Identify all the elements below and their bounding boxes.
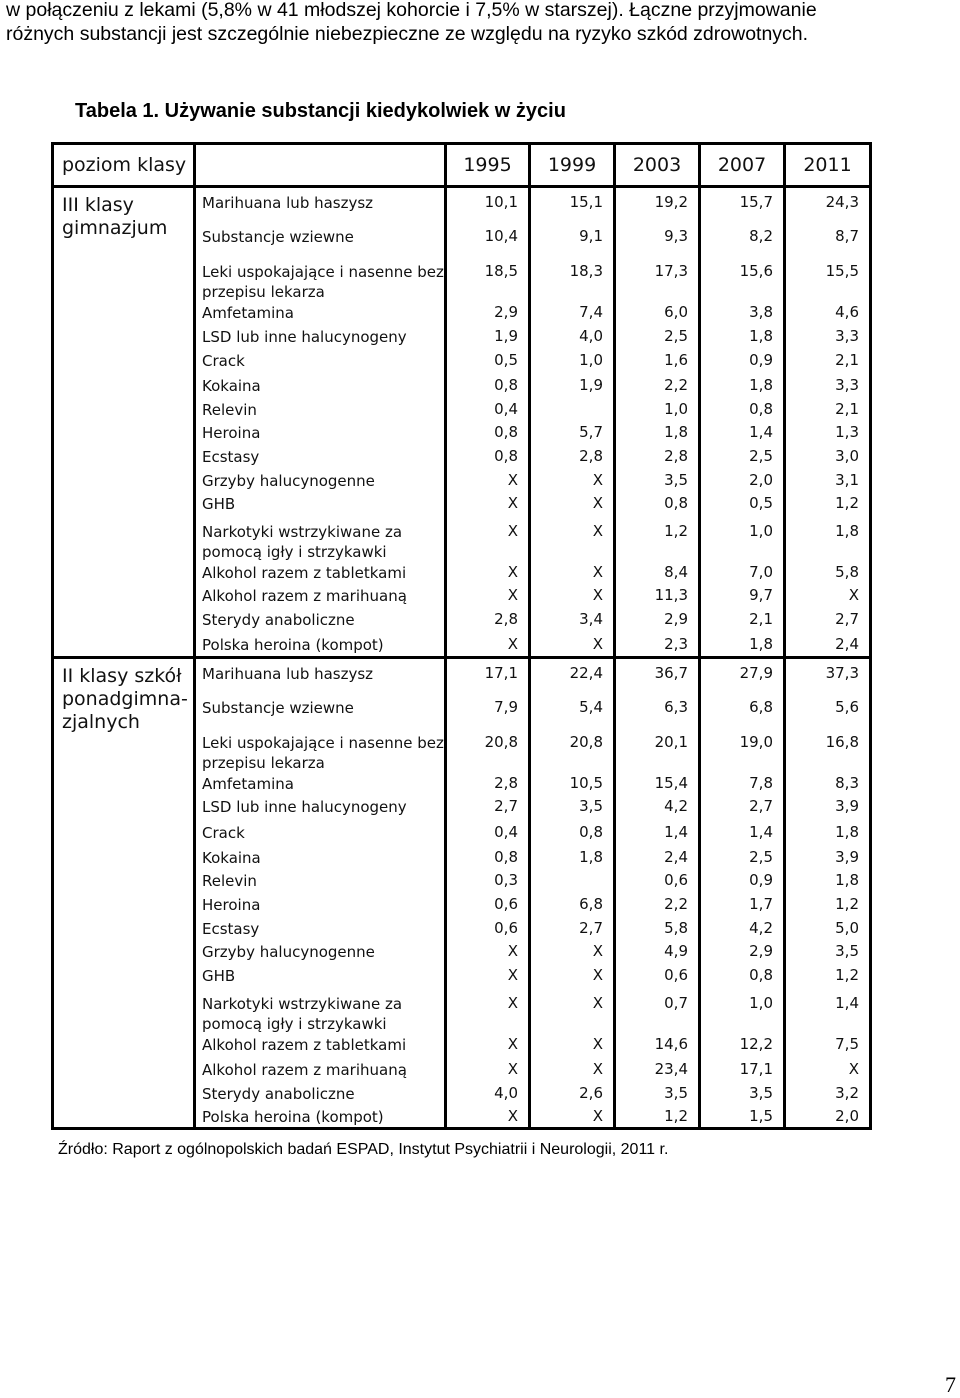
value-cell: 3,4 xyxy=(530,609,615,634)
substance-cell: GHB xyxy=(195,493,446,517)
substance-cell: Alkohol razem z marihuaną xyxy=(195,1059,446,1083)
source-note: Źródło: Raport z ogólnopolskich badań ESPAD, Instytut Psychiatrii i Neurologii, 2011 r. xyxy=(58,1141,669,1158)
value-cell: 24,3 xyxy=(785,187,871,222)
value-cell: X xyxy=(530,493,615,517)
substance-cell: Sterydy anaboliczne xyxy=(195,1083,446,1106)
value-cell: 15,6 xyxy=(700,257,785,302)
page-number: 7 xyxy=(945,1372,956,1397)
value-cell: 1,8 xyxy=(530,847,615,870)
value-cell: 0,8 xyxy=(446,847,530,870)
value-cell: 1,8 xyxy=(785,517,871,562)
value-cell: 0,8 xyxy=(700,965,785,989)
value-cell: 1,8 xyxy=(700,375,785,399)
value-cell: 3,5 xyxy=(615,470,700,493)
intro-line: w połączeniu z lekami (5,8% w 41 młodszej kohorcie i 7,5% w starszej). Łączne przyjmowanie xyxy=(6,0,817,21)
value-cell: X xyxy=(530,941,615,965)
value-cell: 9,1 xyxy=(530,222,615,257)
value-cell: 20,8 xyxy=(530,728,615,773)
substance-cell: Relevin xyxy=(195,399,446,422)
value-cell: 2,6 xyxy=(530,1083,615,1106)
value-cell: X xyxy=(446,941,530,965)
value-cell: 9,7 xyxy=(700,585,785,609)
value-cell: X xyxy=(446,470,530,493)
value-cell: 1,2 xyxy=(615,1106,700,1129)
value-cell: 1,4 xyxy=(700,822,785,847)
value-cell: 18,5 xyxy=(446,257,530,302)
value-cell: 0,6 xyxy=(615,870,700,894)
substance-cell: Substancje wziewne xyxy=(195,693,446,728)
substance-cell: Marihuana lub haszysz xyxy=(195,187,446,222)
value-cell: 0,4 xyxy=(446,399,530,422)
value-cell: 0,5 xyxy=(700,493,785,517)
table-row xyxy=(53,187,871,222)
value-cell: 23,4 xyxy=(615,1059,700,1083)
value-cell: X xyxy=(446,1106,530,1129)
value-cell: 2,5 xyxy=(700,847,785,870)
value-cell: 3,3 xyxy=(785,326,871,350)
value-cell: 11,3 xyxy=(615,585,700,609)
intro-paragraph xyxy=(6,0,960,46)
value-cell: 18,3 xyxy=(530,257,615,302)
value-cell: X xyxy=(785,585,871,609)
value-cell: 17,1 xyxy=(700,1059,785,1083)
value-cell: 1,8 xyxy=(700,634,785,658)
value-cell: 10,1 xyxy=(446,187,530,222)
value-cell: 15,5 xyxy=(785,257,871,302)
value-cell: 3,8 xyxy=(700,302,785,326)
value-cell: 5,8 xyxy=(615,918,700,941)
value-cell: X xyxy=(530,1034,615,1059)
value-cell: 1,3 xyxy=(785,422,871,446)
value-cell: 2,8 xyxy=(530,446,615,470)
value-cell: 1,4 xyxy=(615,822,700,847)
value-cell: 3,5 xyxy=(615,1083,700,1106)
value-cell: 3,3 xyxy=(785,375,871,399)
value-cell: 16,8 xyxy=(785,728,871,773)
substance-cell: Ecstasy xyxy=(195,446,446,470)
value-cell: 1,9 xyxy=(446,326,530,350)
value-cell: 1,8 xyxy=(785,822,871,847)
value-cell: 2,5 xyxy=(615,326,700,350)
value-cell: 0,8 xyxy=(446,375,530,399)
substance-cell: Amfetamina xyxy=(195,302,446,326)
level-column-header: poziom klasy xyxy=(53,144,195,187)
value-cell: 1,8 xyxy=(700,326,785,350)
value-cell: 0,8 xyxy=(615,493,700,517)
value-cell: X xyxy=(446,1034,530,1059)
value-cell: X xyxy=(446,989,530,1034)
value-cell: 2,4 xyxy=(785,634,871,658)
value-cell: 7,0 xyxy=(700,562,785,585)
value-cell: 4,0 xyxy=(530,326,615,350)
value-cell: X xyxy=(530,634,615,658)
table-row xyxy=(53,658,871,693)
value-cell: 5,8 xyxy=(785,562,871,585)
value-cell: 5,7 xyxy=(530,422,615,446)
value-cell: 2,9 xyxy=(700,941,785,965)
substance-cell: Grzyby halucynogenne xyxy=(195,941,446,965)
value-cell: X xyxy=(446,493,530,517)
value-cell: 1,0 xyxy=(700,989,785,1034)
value-cell: 2,8 xyxy=(446,609,530,634)
value-cell: 2,1 xyxy=(785,399,871,422)
value-cell: X xyxy=(785,1059,871,1083)
value-cell: 2,8 xyxy=(615,446,700,470)
value-cell: 17,1 xyxy=(446,658,530,693)
substance-cell: Sterydy anaboliczne xyxy=(195,609,446,634)
value-cell: 1,7 xyxy=(700,894,785,918)
value-cell: 10,4 xyxy=(446,222,530,257)
value-cell: 36,7 xyxy=(615,658,700,693)
value-cell: 3,1 xyxy=(785,470,871,493)
value-cell: X xyxy=(446,562,530,585)
substance-cell: Substancje wziewne xyxy=(195,222,446,257)
value-cell: 2,7 xyxy=(785,609,871,634)
value-cell: 0,7 xyxy=(615,989,700,1034)
value-cell: 1,8 xyxy=(615,422,700,446)
substance-cell: Leki uspokajające i nasenne bez przepisu lekarza xyxy=(195,728,446,773)
value-cell: 4,6 xyxy=(785,302,871,326)
value-cell: 4,0 xyxy=(446,1083,530,1106)
value-cell: 7,5 xyxy=(785,1034,871,1059)
year-column-header: 1999 xyxy=(530,144,615,187)
value-cell: 12,2 xyxy=(700,1034,785,1059)
value-cell: 2,1 xyxy=(785,350,871,375)
value-cell: 1,4 xyxy=(785,989,871,1034)
value-cell: 15,4 xyxy=(615,773,700,796)
value-cell: 6,8 xyxy=(700,693,785,728)
substance-cell: Amfetamina xyxy=(195,773,446,796)
value-cell: 15,7 xyxy=(700,187,785,222)
value-cell: X xyxy=(530,1106,615,1129)
value-cell: 0,4 xyxy=(446,822,530,847)
value-cell: 5,6 xyxy=(785,693,871,728)
value-cell: 0,6 xyxy=(446,918,530,941)
value-cell: 37,3 xyxy=(785,658,871,693)
value-cell: 0,9 xyxy=(700,870,785,894)
substance-cell: Grzyby halucynogenne xyxy=(195,470,446,493)
year-column-header: 2003 xyxy=(615,144,700,187)
value-cell: 0,6 xyxy=(446,894,530,918)
value-cell: 3,5 xyxy=(700,1083,785,1106)
value-cell: 1,0 xyxy=(530,350,615,375)
value-cell: 20,8 xyxy=(446,728,530,773)
year-column-header: 2011 xyxy=(785,144,871,187)
substance-cell: Narkotyki wstrzykiwane za pomocą igły i strzykawki xyxy=(195,989,446,1034)
value-cell: 9,3 xyxy=(615,222,700,257)
value-cell: 5,4 xyxy=(530,693,615,728)
value-cell: 1,2 xyxy=(615,517,700,562)
value-cell: 10,5 xyxy=(530,773,615,796)
substance-cell: Heroina xyxy=(195,894,446,918)
value-cell: X xyxy=(446,517,530,562)
value-cell: 3,9 xyxy=(785,847,871,870)
value-cell: 1,5 xyxy=(700,1106,785,1129)
value-cell: X xyxy=(530,470,615,493)
value-cell: 0,6 xyxy=(615,965,700,989)
value-cell: 2,7 xyxy=(446,796,530,822)
value-cell: 17,3 xyxy=(615,257,700,302)
value-cell: 2,2 xyxy=(615,375,700,399)
substance-cell: Ecstasy xyxy=(195,918,446,941)
value-cell: 1,9 xyxy=(530,375,615,399)
value-cell: 3,0 xyxy=(785,446,871,470)
value-cell: 2,9 xyxy=(446,302,530,326)
value-cell: 22,4 xyxy=(530,658,615,693)
value-cell: 3,5 xyxy=(530,796,615,822)
class-level-cell: III klasy gimnazjum xyxy=(53,187,195,658)
substance-cell: LSD lub inne halucynogeny xyxy=(195,326,446,350)
value-cell: 15,1 xyxy=(530,187,615,222)
value-cell: 0,5 xyxy=(446,350,530,375)
substance-cell: Narkotyki wstrzykiwane za pomocą igły i strzykawki xyxy=(195,517,446,562)
value-cell: 3,5 xyxy=(785,941,871,965)
substance-cell: Polska heroina (kompot) xyxy=(195,634,446,658)
value-cell: 1,8 xyxy=(785,870,871,894)
value-cell: 2,9 xyxy=(615,609,700,634)
value-cell: 1,2 xyxy=(785,965,871,989)
substance-cell: Marihuana lub haszysz xyxy=(195,658,446,693)
value-cell: 4,2 xyxy=(615,796,700,822)
table-header-row xyxy=(53,144,871,187)
value-cell: 7,4 xyxy=(530,302,615,326)
table-caption: Tabela 1. Używanie substancji kiedykolwiek w życiu xyxy=(75,100,566,122)
value-cell: 0,8 xyxy=(446,446,530,470)
value-cell: 4,9 xyxy=(615,941,700,965)
value-cell: 0,8 xyxy=(700,399,785,422)
value-cell: 8,3 xyxy=(785,773,871,796)
value-cell: 14,6 xyxy=(615,1034,700,1059)
class-level-cell: II klasy szkół ponadgimna-zjalnych xyxy=(53,658,195,1129)
value-cell: 2,3 xyxy=(615,634,700,658)
value-cell: 5,0 xyxy=(785,918,871,941)
value-cell: 0,9 xyxy=(700,350,785,375)
substance-cell: Kokaina xyxy=(195,847,446,870)
substance-cell: Crack xyxy=(195,350,446,375)
value-cell: 2,7 xyxy=(530,918,615,941)
value-cell: 7,9 xyxy=(446,693,530,728)
value-cell: 2,4 xyxy=(615,847,700,870)
substance-cell: Leki uspokajające i nasenne bez przepisu lekarza xyxy=(195,257,446,302)
substance-cell: Alkohol razem z marihuaną xyxy=(195,585,446,609)
value-cell: 3,9 xyxy=(785,796,871,822)
value-cell: X xyxy=(446,1059,530,1083)
value-cell: 2,2 xyxy=(615,894,700,918)
value-cell: X xyxy=(530,989,615,1034)
value-cell: 2,7 xyxy=(700,796,785,822)
value-cell: X xyxy=(446,634,530,658)
substance-cell: Alkohol razem z tabletkami xyxy=(195,1034,446,1059)
value-cell: 0,8 xyxy=(446,422,530,446)
intro-line: różnych substancji jest szczególnie niebezpieczne ze względu na ryzyko szkód zdrowotnych. xyxy=(6,23,809,45)
value-cell: X xyxy=(530,517,615,562)
value-cell: 7,8 xyxy=(700,773,785,796)
value-cell: 1,6 xyxy=(615,350,700,375)
value-cell: 1,0 xyxy=(615,399,700,422)
value-cell: 27,9 xyxy=(700,658,785,693)
value-cell: 19,0 xyxy=(700,728,785,773)
value-cell: 6,3 xyxy=(615,693,700,728)
value-cell: 8,4 xyxy=(615,562,700,585)
value-cell: 3,2 xyxy=(785,1083,871,1106)
value-cell: 19,2 xyxy=(615,187,700,222)
value-cell: 1,2 xyxy=(785,493,871,517)
value-cell: 1,4 xyxy=(700,422,785,446)
value-cell: X xyxy=(530,965,615,989)
value-cell: 20,1 xyxy=(615,728,700,773)
value-cell: 2,0 xyxy=(785,1106,871,1129)
value-cell: 2,1 xyxy=(700,609,785,634)
substance-cell: Heroina xyxy=(195,422,446,446)
substance-column-header xyxy=(195,144,446,187)
substance-cell: LSD lub inne halucynogeny xyxy=(195,796,446,822)
value-cell: X xyxy=(530,1059,615,1083)
value-cell: X xyxy=(446,585,530,609)
value-cell: 2,8 xyxy=(446,773,530,796)
year-column-header: 2007 xyxy=(700,144,785,187)
value-cell: 1,0 xyxy=(700,517,785,562)
value-cell: 0,8 xyxy=(530,822,615,847)
value-cell: 4,2 xyxy=(700,918,785,941)
substance-cell: Polska heroina (kompot) xyxy=(195,1106,446,1129)
value-cell: 6,8 xyxy=(530,894,615,918)
value-cell: X xyxy=(530,562,615,585)
substance-cell: Alkohol razem z tabletkami xyxy=(195,562,446,585)
value-cell: X xyxy=(530,585,615,609)
value-cell: 8,2 xyxy=(700,222,785,257)
substance-use-table xyxy=(51,142,872,1130)
value-cell: 0,3 xyxy=(446,870,530,894)
year-column-header: 1995 xyxy=(446,144,530,187)
value-cell xyxy=(530,399,615,422)
value-cell: 2,0 xyxy=(700,470,785,493)
value-cell: 2,5 xyxy=(700,446,785,470)
value-cell: 6,0 xyxy=(615,302,700,326)
substance-cell: Kokaina xyxy=(195,375,446,399)
value-cell: 8,7 xyxy=(785,222,871,257)
value-cell: 1,2 xyxy=(785,894,871,918)
substance-cell: Crack xyxy=(195,822,446,847)
value-cell: X xyxy=(446,965,530,989)
substance-cell: GHB xyxy=(195,965,446,989)
substance-cell: Relevin xyxy=(195,870,446,894)
value-cell xyxy=(530,870,615,894)
